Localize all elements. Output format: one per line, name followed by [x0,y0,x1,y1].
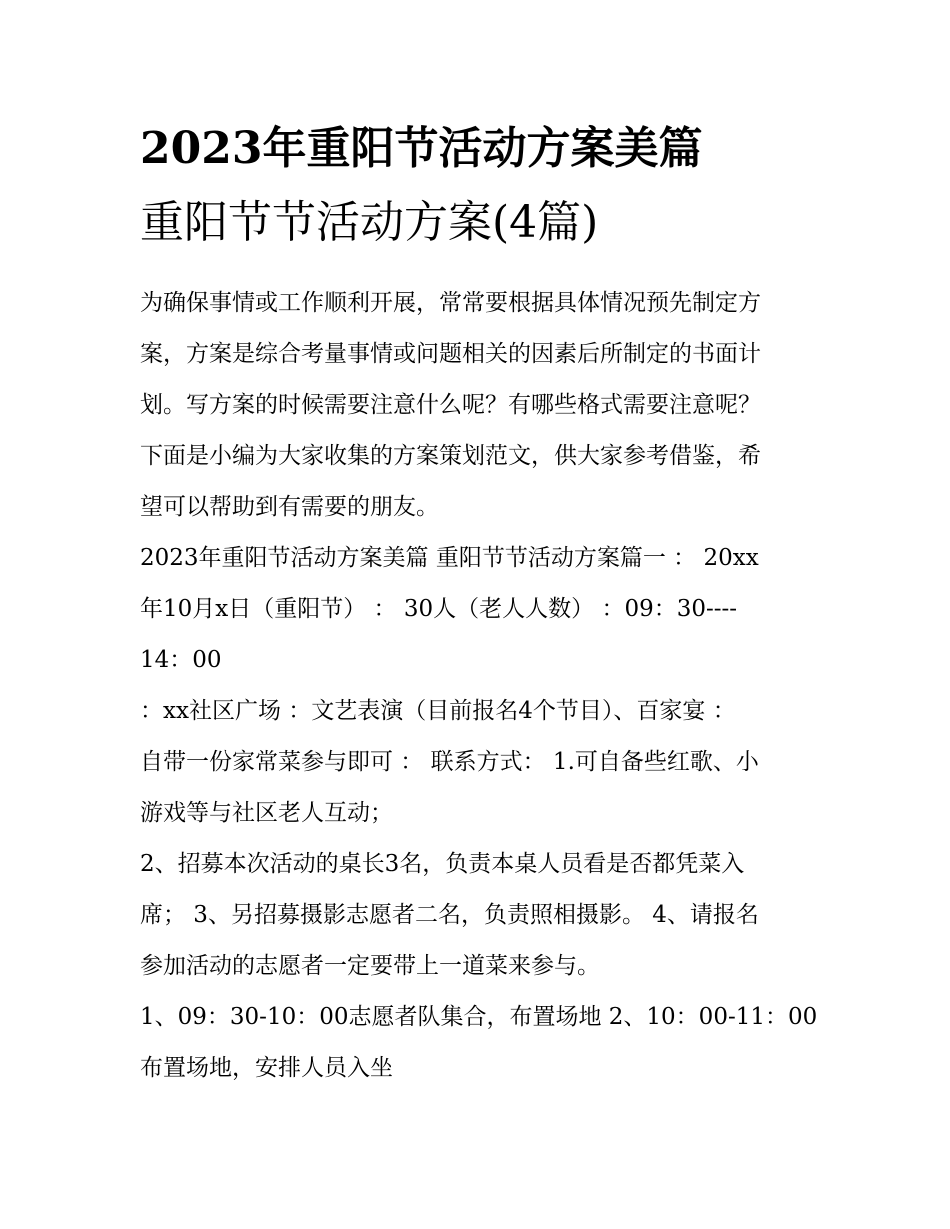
text-line: 望可以帮助到有需要的朋友。 [140,494,439,520]
text-line: 2023年重阳节活动方案美篇 重阳节节活动方案篇一 ： 20xx [140,545,759,571]
text-line: 2、招募本次活动的桌长3名，负责本桌人员看是否都凭菜入 [140,851,745,877]
intro-paragraph [140,278,820,533]
text-line: 席； 3、另招募摄影志愿者二名，负责照相摄影。 4、请报名 [140,902,759,928]
text-line: 自带一份家常菜参与即可 ： 联系方式： 1.可自备些红歌、小 [140,749,759,775]
text-line: 案，方案是综合考量事情或问题相关的因素后所制定的书面计 [140,341,761,367]
text-line: 为确保事情或工作顺利开展，常常要根据具体情况预先制定方 [140,290,761,316]
text-line: 游戏等与社区老人互动； [140,800,393,826]
timeline-paragraph [140,992,820,1094]
text-line: 布置场地，安排人员入坐 [140,1055,393,1081]
text-line: 划。写方案的时候需要注意什么呢？有哪些格式需要注意呢？ [140,392,761,418]
recruitment-paragraph [140,839,820,992]
document-body [140,278,820,1094]
text-line: ：xx社区广场 ：文艺表演（目前报名4个节目）、百家宴 ： [140,698,736,724]
text-line: 14：00 [140,647,222,673]
location-paragraph [140,686,820,839]
text-line: 1、09：30-10：00志愿者队集合，布置场地 2、10：00-11：00 [140,1004,818,1030]
text-line: 参加活动的志愿者一定要带上一道菜来参与。 [140,953,600,979]
text-line: 年10月x日（重阳节） ： 30人（老人人数） ：09：30---- [140,596,738,622]
title-line-1: 2023年重阳节活动方案美篇 [140,123,703,174]
schedule-paragraph [140,533,820,686]
title-line-2: 重阳节节活动方案(4篇) [140,197,599,248]
text-line: 下面是小编为大家收集的方案策划范文，供大家参考借鉴，希 [140,443,761,469]
document-title [140,112,840,260]
